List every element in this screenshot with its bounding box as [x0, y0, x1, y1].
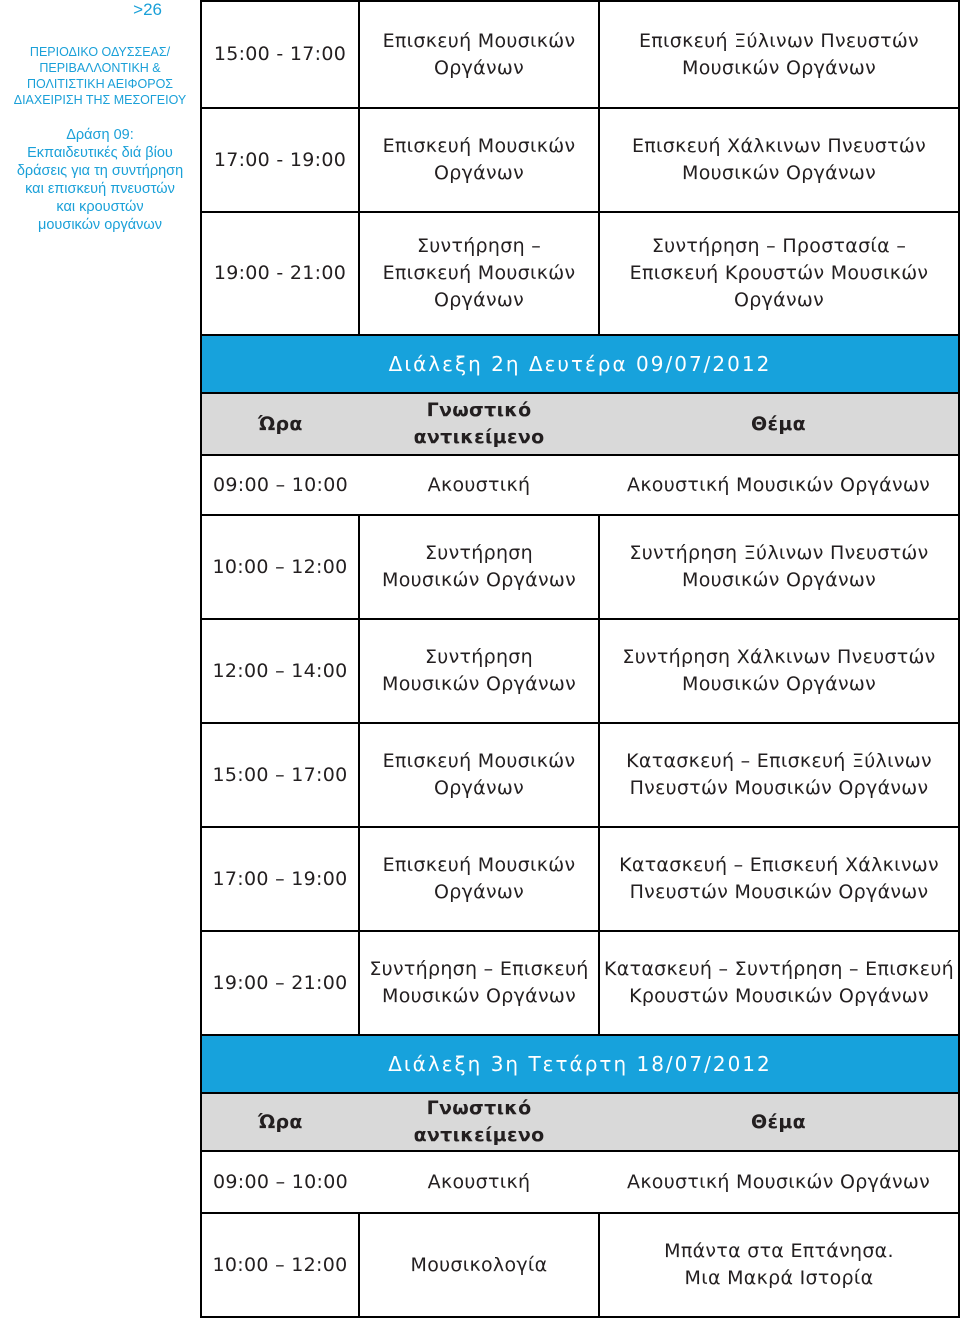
- table-row: [201, 515, 959, 619]
- schedule-table: [200, 0, 960, 1318]
- lecture-banner-row: [201, 335, 959, 393]
- topic-line: Επισκευή Ξύλινων Πνευστών: [639, 29, 919, 52]
- subject-line: Οργάνων: [433, 881, 525, 903]
- topic-cell: [599, 723, 959, 827]
- subject-cell: [359, 1, 599, 108]
- subject-cell: [359, 108, 599, 212]
- subject-cell: [359, 212, 599, 335]
- lecture-title: Διάλεξη 3η Τετάρτη 18/07/2012: [201, 1035, 959, 1093]
- action-line: και επισκευή πνευστών: [25, 181, 175, 197]
- subject-line: Επισκευή Μουσικών: [382, 29, 576, 52]
- topic-cell: [599, 1213, 959, 1317]
- table-row: [201, 827, 959, 931]
- topic-line: Μια Μακρά Ιστορία: [684, 1267, 874, 1289]
- subject-line: Επισκευή Μουσικών: [382, 135, 576, 157]
- subject-line: Μουσικολογία: [410, 1253, 548, 1276]
- header-time: Ώρα: [201, 393, 359, 455]
- subject-line: Συντήρηση: [425, 542, 533, 564]
- subject-line: Επισκευή Μουσικών: [382, 750, 576, 772]
- publication-line: ΠΕΡΙΟΔΙΚΟ ΟΔΥΣΣΕΑΣ/: [29, 45, 171, 59]
- topic-line: Πνευστών Μουσικών Οργάνων: [629, 777, 929, 799]
- topic-line: Ακουστική Μουσικών Οργάνων: [627, 1170, 930, 1193]
- table-row: [201, 455, 959, 515]
- subject-line: Οργάνων: [433, 56, 525, 79]
- topic-cell: [599, 1151, 959, 1213]
- topic-line: Οργάνων: [733, 289, 825, 311]
- publication-line: ΠΕΡΙΒΑΛΛΟΝΤΙΚΗ &: [39, 61, 161, 75]
- topic-line: Κατασκευή – Επισκευή Χάλκινων: [619, 854, 939, 876]
- table-header-row: [201, 1093, 959, 1151]
- topic-cell: [599, 827, 959, 931]
- time-cell: 17:00 - 19:00: [201, 108, 359, 212]
- time-cell: 15:00 - 17:00: [201, 1, 359, 108]
- topic-cell: [599, 515, 959, 619]
- table-row: [201, 1, 959, 108]
- time-cell: 10:00 – 12:00: [201, 515, 359, 619]
- topic-line: Συντήρηση Ξύλινων Πνευστών: [629, 542, 929, 564]
- topic-line: Μπάντα στα Επτάνησα.: [664, 1240, 894, 1262]
- topic-line: Επισκευή Κρουστών Μουσικών: [629, 262, 929, 284]
- header-topic: Θέμα: [599, 1093, 959, 1151]
- topic-line: Κατασκευή – Επισκευή Ξύλινων: [626, 750, 932, 772]
- topic-cell: [599, 455, 959, 515]
- subject-line: Επισκευή Μουσικών: [382, 262, 576, 284]
- publication-line: ΠΟΛΙΤΙΣΤΙΚΗ ΑΕΙΦΟΡΟΣ: [26, 77, 174, 91]
- table-row: [201, 931, 959, 1035]
- subject-line: Συντήρηση: [425, 646, 533, 668]
- table-row: [201, 1151, 959, 1213]
- table-row: [201, 108, 959, 212]
- topic-line: Συντήρηση – Προστασία –: [651, 235, 907, 257]
- header-subject: Γνωστικό αντικείμενο: [359, 393, 599, 455]
- table-header-row: [201, 393, 959, 455]
- publication-line: ΔΙΑΧΕΙΡΙΣΗ ΤΗΣ ΜΕΣΟΓΕΙΟΥ: [13, 93, 187, 107]
- topic-cell: [599, 212, 959, 335]
- time-cell: 17:00 – 19:00: [201, 827, 359, 931]
- table-row: [201, 619, 959, 723]
- subject-line: Μουσικών Οργάνων: [382, 569, 576, 591]
- action-line: Δράση 09:: [66, 127, 134, 143]
- action-line: μουσικών οργάνων: [38, 217, 162, 233]
- subject-line: Οργάνων: [433, 777, 525, 799]
- topic-line: Μουσικών Οργάνων: [682, 162, 876, 184]
- lecture-title: Διάλεξη 2η Δευτέρα 09/07/2012: [201, 335, 959, 393]
- topic-line: Κρουστών Μουσικών Οργάνων: [629, 985, 929, 1007]
- topic-line: Μουσικών Οργάνων: [682, 569, 876, 591]
- lecture-banner-row: [201, 1035, 959, 1093]
- topic-line: Πνευστών Μουσικών Οργάνων: [629, 881, 929, 903]
- topic-cell: [599, 931, 959, 1035]
- subject-cell: [359, 1213, 599, 1317]
- page-number: >26: [133, 0, 162, 19]
- topic-line: Επισκευή Χάλκινων Πνευστών: [631, 135, 926, 157]
- subject-line: Ακουστική: [427, 473, 531, 496]
- subject-cell: [359, 931, 599, 1035]
- time-cell: 09:00 – 10:00: [201, 1151, 359, 1213]
- header-topic: Θέμα: [599, 393, 959, 455]
- table-row: [201, 723, 959, 827]
- subject-line: Οργάνων: [433, 162, 525, 184]
- header-subject: Γνωστικό αντικείμενο: [359, 1093, 599, 1151]
- time-cell: 12:00 – 14:00: [201, 619, 359, 723]
- topic-cell: [599, 1, 959, 108]
- topic-cell: [599, 619, 959, 723]
- table-row: [201, 212, 959, 335]
- subject-line: Μουσικών Οργάνων: [382, 985, 576, 1007]
- time-cell: 19:00 - 21:00: [201, 212, 359, 335]
- header-time: Ώρα: [201, 1093, 359, 1151]
- topic-line: Μουσικών Οργάνων: [682, 56, 876, 79]
- time-cell: 09:00 – 10:00: [201, 455, 359, 515]
- subject-line: Συντήρηση – Επισκευή: [369, 958, 589, 980]
- topic-line: Κατασκευή – Συντήρηση – Επισκευή: [604, 958, 954, 980]
- time-cell: 15:00 – 17:00: [201, 723, 359, 827]
- action-line: Εκπαιδευτικές διά βίου: [27, 145, 173, 161]
- subject-cell: [359, 1151, 599, 1213]
- topic-line: Συντήρηση Χάλκινων Πνευστών: [622, 646, 936, 668]
- subject-line: Επισκευή Μουσικών: [382, 854, 576, 876]
- topic-line: Μουσικών Οργάνων: [682, 673, 876, 695]
- subject-cell: [359, 455, 599, 515]
- action-line: και κρουστών: [56, 199, 144, 215]
- time-cell: 10:00 – 12:00: [201, 1213, 359, 1317]
- time-cell: 19:00 – 21:00: [201, 931, 359, 1035]
- table-row: [201, 1213, 959, 1317]
- subject-line: Μουσικών Οργάνων: [382, 673, 576, 695]
- subject-cell: [359, 619, 599, 723]
- topic-line: Ακουστική Μουσικών Οργάνων: [627, 473, 930, 496]
- subject-line: Οργάνων: [433, 289, 525, 311]
- subject-line: Ακουστική: [427, 1170, 531, 1193]
- action-line: δράσεις για τη συντήρηση: [16, 163, 184, 179]
- topic-cell: [599, 108, 959, 212]
- action-title: [0, 126, 200, 234]
- subject-cell: [359, 723, 599, 827]
- publication-title: [0, 44, 200, 108]
- sidebar: [0, 0, 200, 1317]
- subject-line: Συντήρηση –: [416, 235, 542, 257]
- subject-cell: [359, 515, 599, 619]
- subject-cell: [359, 827, 599, 931]
